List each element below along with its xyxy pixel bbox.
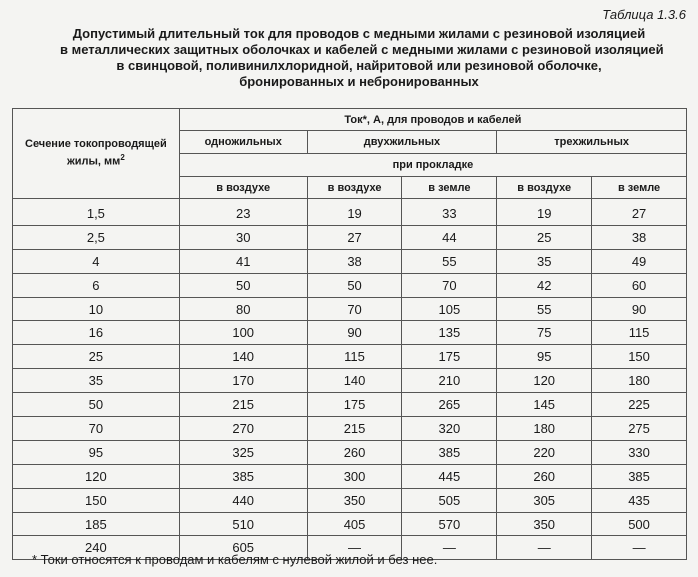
current-value-cell: 19 [307,199,402,226]
table-number: Таблица 1.3.6 [602,7,686,22]
title-line: бронированных и небронированных [239,74,479,89]
current-value-cell: 265 [402,393,497,417]
cross-section-cell: 1,5 [13,199,180,226]
table-row [13,369,687,393]
current-value-cell: 225 [592,393,687,417]
table-row [13,297,687,321]
double-air-header: в воздухе [307,177,402,199]
table-row [13,321,687,345]
current-value-cell: 170 [179,369,307,393]
title-line: Допустимый длительный ток для проводов с медными жилами с резиновой изоляцией [72,26,646,41]
current-value-cell: 120 [497,369,592,393]
current-value-cell: 505 [402,488,497,512]
cross-section-cell: 16 [13,321,180,345]
current-value-cell: 95 [497,345,592,369]
table-row [13,464,687,488]
current-value-cell: 180 [592,369,687,393]
current-value-cell: 215 [307,417,402,441]
section-header-line1: Сечение токопроводящей [25,138,167,151]
current-value-cell: — [307,536,402,560]
table-row [13,345,687,369]
current-value-cell: 300 [307,464,402,488]
double-ground-header: в земле [402,177,497,199]
cross-section-cell: 6 [13,273,180,297]
current-value-cell: 180 [497,417,592,441]
cross-section-cell: 2,5 [13,225,180,249]
cross-section-cell: 240 [13,536,180,560]
current-value-cell: 260 [307,440,402,464]
current-value-cell: 30 [179,225,307,249]
current-value-cell: 220 [497,440,592,464]
cross-section-cell: 35 [13,369,180,393]
current-value-cell: 150 [592,345,687,369]
current-value-cell: 27 [307,225,402,249]
current-value-cell: 435 [592,488,687,512]
current-value-cell: 305 [497,488,592,512]
current-header: Ток*, А, для проводов и кабелей [179,109,686,131]
cross-section-cell: 120 [13,464,180,488]
current-value-cell: 510 [179,512,307,536]
current-value-cell: 210 [402,369,497,393]
current-value-cell: 50 [179,273,307,297]
triple-ground-header: в земле [592,177,687,199]
current-value-cell: 90 [592,297,687,321]
current-value-cell: 90 [307,321,402,345]
section-header [13,109,180,199]
current-value-cell: 350 [497,512,592,536]
current-value-cell: 50 [307,273,402,297]
current-value-cell: 55 [497,297,592,321]
current-value-cell: 27 [592,199,687,226]
double-core-header: двухжильных [307,131,497,154]
current-value-cell: 41 [179,249,307,273]
cross-section-cell: 25 [13,345,180,369]
current-value-cell: 275 [592,417,687,441]
current-value-cell: 25 [497,225,592,249]
section-header-sup: 2 [120,153,125,163]
current-value-cell: 385 [592,464,687,488]
current-value-cell: 140 [179,345,307,369]
current-value-cell: 35 [497,249,592,273]
current-value-cell: 49 [592,249,687,273]
table-row [13,488,687,512]
current-value-cell: — [497,536,592,560]
current-value-cell: 19 [497,199,592,226]
current-value-cell: 385 [179,464,307,488]
cross-section-cell: 185 [13,512,180,536]
current-value-cell: 42 [497,273,592,297]
single-air-header: в воздухе [179,177,307,199]
current-value-cell: 75 [497,321,592,345]
cross-section-cell: 10 [13,297,180,321]
current-value-cell: 33 [402,199,497,226]
current-value-cell: 140 [307,369,402,393]
current-value-cell: 445 [402,464,497,488]
cross-section-cell: 95 [13,440,180,464]
current-value-cell: 350 [307,488,402,512]
table-row [13,225,687,249]
cross-section-cell: 70 [13,417,180,441]
current-value-cell: 440 [179,488,307,512]
cross-section-cell: 50 [13,393,180,417]
laying-header: при прокладке [179,154,686,177]
current-value-cell: 330 [592,440,687,464]
table-row [13,273,687,297]
current-value-cell: 215 [179,393,307,417]
single-core-header: одножильных [179,131,307,154]
current-value-cell: 105 [402,297,497,321]
current-value-cell: 270 [179,417,307,441]
current-value-cell: 385 [402,440,497,464]
current-value-cell: 570 [402,512,497,536]
table-title [60,26,664,90]
current-value-cell: 145 [497,393,592,417]
table-row [13,512,687,536]
current-value-cell: 115 [592,321,687,345]
current-value-cell: 60 [592,273,687,297]
current-value-cell: 175 [402,345,497,369]
current-value-cell: 38 [307,249,402,273]
table-row [13,417,687,441]
table-body [13,199,687,560]
current-value-cell: 100 [179,321,307,345]
cross-section-cell: 150 [13,488,180,512]
current-value-cell: 325 [179,440,307,464]
current-value-cell: 70 [307,297,402,321]
triple-core-header: трехжильных [497,131,687,154]
current-value-cell: 115 [307,345,402,369]
current-value-cell: 44 [402,225,497,249]
current-value-cell: 70 [402,273,497,297]
current-value-cell: 320 [402,417,497,441]
footnote: * Токи относятся к проводам и кабелям с нулевой жилой и без нее. [32,552,438,567]
current-value-cell: 135 [402,321,497,345]
current-value-cell: 38 [592,225,687,249]
title-line: в свинцовой, поливинилхлоридной, найритовой или резиновой оболочке, [116,58,602,73]
section-header-line2: жилы, мм [66,155,121,168]
table-row [13,393,687,417]
current-value-cell: 55 [402,249,497,273]
current-value-cell: — [592,536,687,560]
table-row [13,440,687,464]
current-value-cell: — [402,536,497,560]
current-value-cell: 80 [179,297,307,321]
current-value-cell: 260 [497,464,592,488]
table-row [13,249,687,273]
table-row [13,199,687,226]
title-line: в металлических защитных оболочках и кабелей с медными жилами с резиновой изоляцией [60,42,664,57]
current-value-cell: 175 [307,393,402,417]
current-table [12,108,687,560]
current-value-cell: 500 [592,512,687,536]
current-value-cell: 23 [179,199,307,226]
cross-section-cell: 4 [13,249,180,273]
triple-air-header: в воздухе [497,177,592,199]
current-value-cell: 605 [179,536,307,560]
current-value-cell: 405 [307,512,402,536]
